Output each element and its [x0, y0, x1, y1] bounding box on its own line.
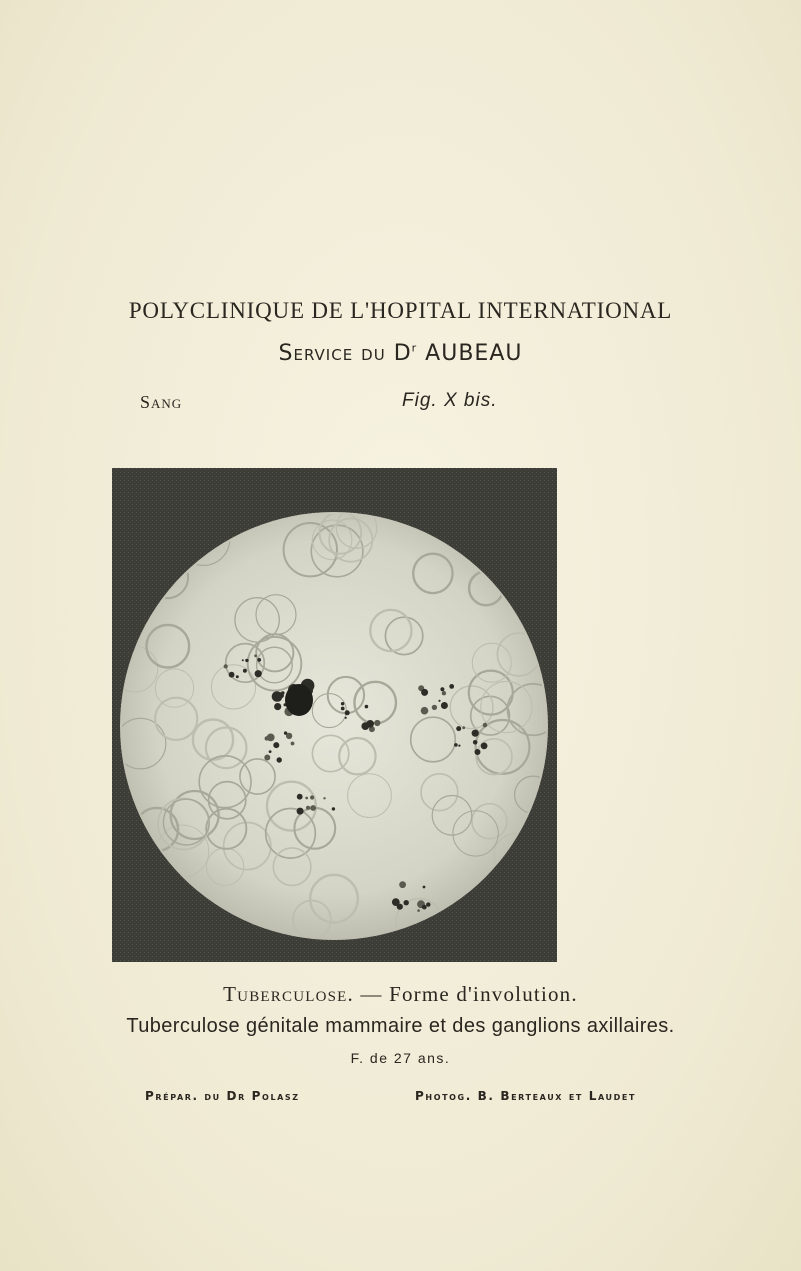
stain-speck [242, 659, 244, 661]
stain-speck [483, 723, 488, 728]
stain-speck [306, 806, 310, 810]
stain-speck [473, 740, 478, 745]
stain-speck [257, 658, 261, 662]
stain-speck [267, 734, 275, 742]
stain-speck [229, 672, 235, 678]
stain-speck [475, 749, 481, 755]
stain-speck [291, 742, 295, 746]
stain-speck [438, 700, 440, 702]
stain-speck [472, 730, 479, 737]
service-line [0, 341, 801, 366]
stain-speck [361, 722, 369, 730]
caption-age: F. de 27 ans. [350, 1050, 451, 1066]
stain-speck [264, 755, 270, 761]
service-prefix: Service du D [278, 341, 412, 366]
stain-speck [274, 703, 281, 710]
service-name: AUBEAU [425, 341, 523, 366]
caption-title-sc: Tuberculose. [223, 982, 354, 1006]
stain-speck [323, 797, 325, 799]
hospital-title: POLYCLINIQUE DE L'HOPITAL INTERNATIONAL [128, 298, 673, 323]
stain-speck [422, 905, 427, 910]
stain-speck [440, 687, 444, 691]
caption-subtitle: Tuberculose génitale mammaire et des ganglions axillaires. [126, 1015, 675, 1037]
stain-speck [310, 795, 314, 799]
stain-speck [269, 750, 272, 753]
dark-nucleus [285, 684, 313, 716]
stain-speck [305, 797, 308, 800]
stain-speck [245, 659, 248, 662]
stain-speck [332, 807, 335, 810]
micrograph-image [112, 468, 557, 962]
stain-speck [297, 794, 303, 800]
stain-speck [365, 705, 369, 709]
stain-speck [481, 743, 488, 750]
stain-speck [442, 691, 446, 695]
stain-speck [432, 705, 437, 710]
stain-speck [399, 881, 406, 888]
stain-speck [456, 726, 461, 731]
stain-speck [421, 707, 429, 715]
stain-speck [417, 909, 420, 912]
stain-speck [441, 702, 448, 709]
stain-speck [421, 689, 428, 696]
stain-speck [345, 717, 347, 719]
stain-speck [255, 670, 262, 677]
credit-photography: Photog. B. Berteaux et Laudet [415, 1089, 637, 1103]
stain-speck [236, 675, 239, 678]
stain-speck [426, 902, 430, 906]
figure-label: Fig. X bis. [402, 390, 498, 411]
stain-speck [254, 654, 257, 657]
stain-speck [454, 743, 458, 747]
section-label: Sang [140, 392, 183, 412]
service-sup: r [411, 341, 418, 355]
stain-speck [341, 702, 344, 705]
stain-speck [243, 669, 247, 673]
credit-preparation: Prépar. du Dr Polasz [145, 1089, 300, 1103]
stain-speck [341, 707, 345, 711]
stain-speck [423, 886, 426, 889]
caption-title [0, 982, 801, 1007]
stain-speck [297, 808, 304, 815]
micrograph-plate [112, 468, 557, 962]
stain-speck [273, 742, 279, 748]
stain-speck [458, 745, 460, 747]
caption-title-rest: — Forme d'involution. [353, 982, 578, 1006]
stain-speck [449, 684, 454, 689]
stain-speck [224, 664, 228, 668]
stain-speck [374, 720, 380, 726]
stain-speck [275, 694, 282, 701]
stain-speck [462, 726, 465, 729]
stain-speck [392, 898, 400, 906]
stain-speck [345, 710, 350, 715]
stain-speck [284, 731, 287, 734]
stain-speck [404, 900, 409, 905]
stain-speck [277, 757, 282, 762]
stain-speck [310, 805, 316, 811]
